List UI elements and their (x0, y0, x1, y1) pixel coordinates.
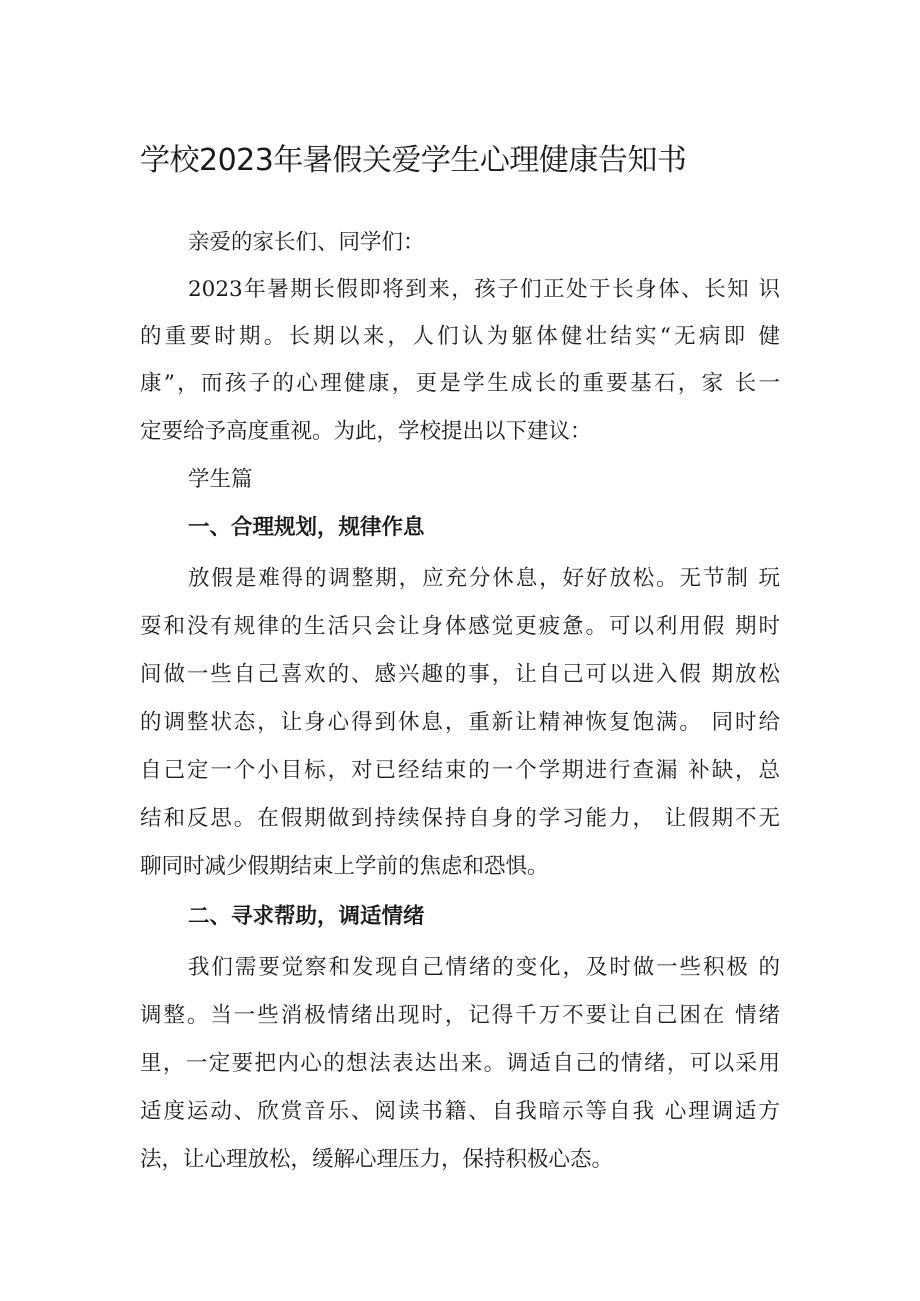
paragraph-line: 适度运动、欣赏音乐、阅读书籍、自我暗示等自我 心理调适方 (140, 1099, 780, 1124)
paragraph-line: 自己定一个小目标，对已经结束的一个学期进行查漏 补缺，总 (140, 758, 780, 783)
paragraph-line: 聊同时减少假期结束上学前的焦虑和恐惧。 (140, 854, 549, 879)
intro-line: 定要给予高度重视。为此，学校提出以下建议： (140, 419, 592, 444)
paragraph-line: 耍和没有规律的生活只会让身体感觉更疲惫。可以利用假 期时 (140, 614, 780, 639)
section-heading: 二、寻求帮助，调适情绪 (188, 904, 425, 929)
intro-line: 康”，而孩子的心理健康，更是学生成长的重要基石，家 长一 (140, 371, 780, 396)
greeting: 亲爱的家长们、同学们： (188, 230, 425, 255)
paragraph-line: 里，一定要把内心的想法表达出来。调适自己的情绪，可以采用 (140, 1051, 780, 1076)
paragraph-line: 放假是难得的调整期，应充分休息，好好放松。无节制 玩 (188, 566, 780, 591)
paragraph-line: 的调整状态，让身心得到休息，重新让精神恢复饱满。 同时给 (140, 710, 780, 735)
intro-line: 的重要时期。长期以来，人们认为躯体健壮结实“无病即 健 (140, 324, 780, 349)
paragraph-line: 调整。当一些消极情绪出现时，记得千万不要让自己困在 情绪 (140, 1003, 780, 1028)
part-label: 学生篇 (188, 467, 253, 492)
paragraph-line: 我们需要觉察和发现自己情绪的变化，及时做一些积极 的 (188, 955, 780, 980)
document-title: 学校2023年暑假关爱学生心理健康告知书 (140, 143, 687, 178)
intro-line: 2023年暑期长假即将到来，孩子们正处于长身体、长知 识 (188, 277, 780, 302)
paragraph-line: 结和反思。在假期做到持续保持自身的学习能力， 让假期不无 (140, 806, 780, 831)
section-heading: 一、合理规划，规律作息 (188, 515, 425, 540)
paragraph-line: 间做一些自己喜欢的、感兴趣的事，让自己可以进入假 期放松 (140, 662, 780, 687)
paragraph-line: 法，让心理放松，缓解心理压力，保持积极心态。 (140, 1147, 614, 1172)
